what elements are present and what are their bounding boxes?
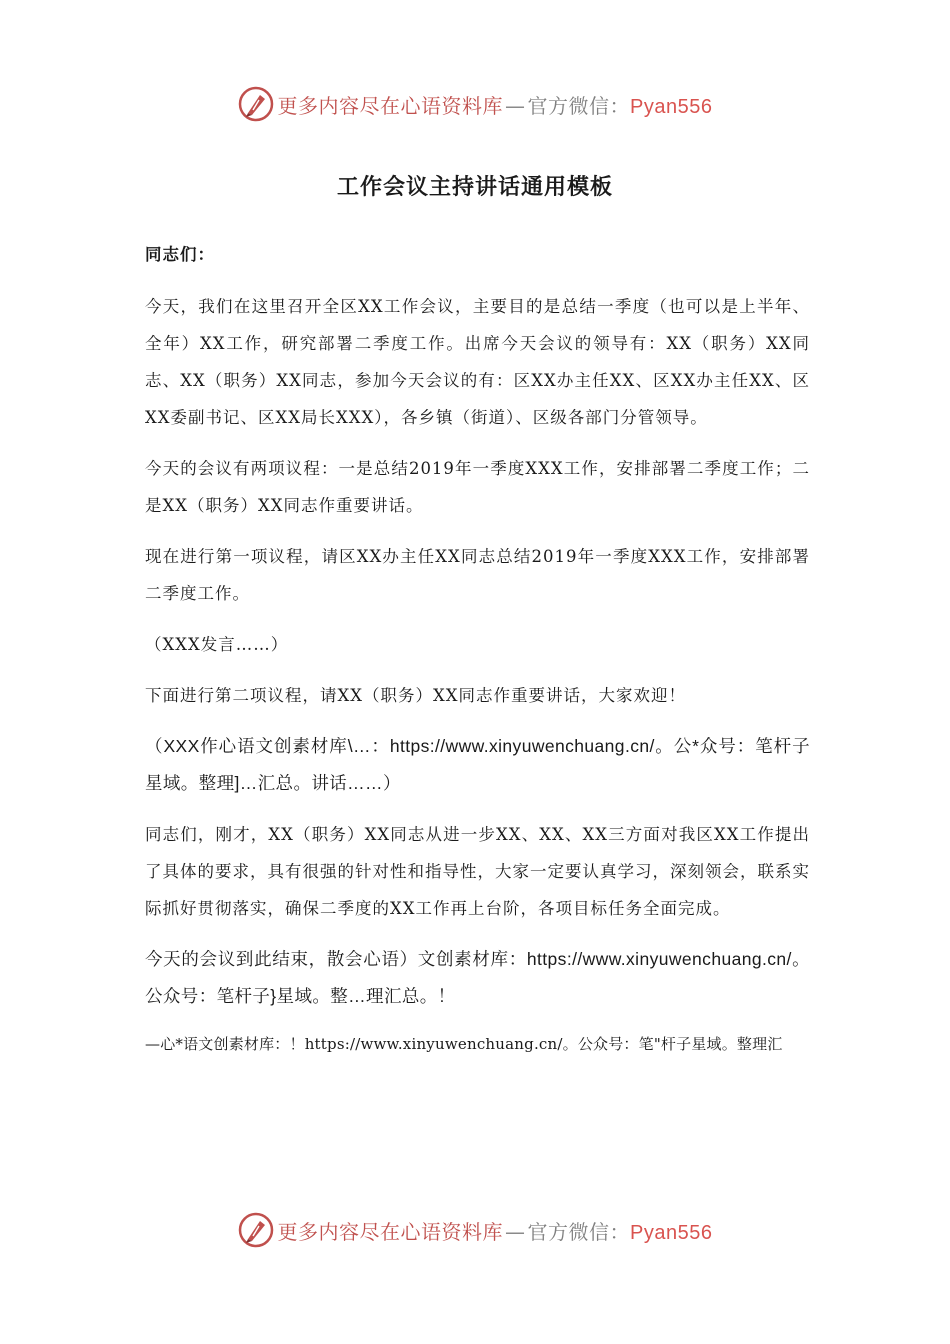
footer-banner (0, 1208, 950, 1252)
banner-tagline: 更多内容尽在心语资料库 (277, 93, 504, 118)
pen-nib-logo-icon (238, 86, 274, 122)
paragraph-summary: 同志们，刚才，XX（职务）XX同志从进一步XX、XX、XX三方面对我区XX工作提出了具体的要求，具有很强的针对性和指导性，大家一定要认真学习，深刻领会，联系实际抓好贯彻落实，确保二季度的XX工作再上台阶，各项目标任务全面完成。 (145, 825, 810, 918)
banner-tagline: 更多内容尽在心语资料库 (277, 1219, 504, 1244)
banner-separator: — (505, 93, 526, 118)
banner-official: 官方微信： (527, 93, 631, 118)
banner-official: 官方微信： (527, 1219, 631, 1244)
paragraph-second-item: 下面进行第二项议程，请XX（职务）XX同志作重要讲话，大家欢迎！ (145, 686, 686, 705)
paragraph-speech-note-2: （XXX作心语文创素材库\…：https://www.xinyuwenchuang.cn/。公*众号：笔杆子星域。整理]…汇总。讲话……） (145, 736, 810, 793)
paragraph-first-item: 现在进行第一项议程，请区XX办主任XX同志总结2019年一季度XXX工作，安排部署二季度工作。 (145, 547, 810, 603)
banner-text (278, 1216, 713, 1245)
greeting: 同志们： (145, 245, 215, 264)
document-body (145, 238, 810, 1073)
banner-text (278, 90, 713, 119)
banner-wechat-id: Pyan556 (630, 95, 713, 118)
document-title: 工作会议主持讲话通用模板 (336, 174, 613, 200)
paragraph-footer-note: —心*语文创素材库：！https://www.xinyuwenchuang.cn/。公众号：笔"杆子星域。整理汇 (145, 1035, 783, 1053)
paragraph-closing: 今天的会议到此结束，散会心语）文创素材库：https://www.xinyuwenchuang.cn/。公众号：笔杆子}星域。整…理汇总。！ (145, 949, 810, 1006)
pen-nib-logo-icon (238, 1212, 274, 1248)
paragraph-speech-note: （XXX发言……） (145, 635, 289, 654)
header-banner (0, 82, 950, 126)
paragraph-opening: 今天，我们在这里召开全区XX工作会议，主要目的是总结一季度（也可以是上半年、全年）XX工作，研究部署二季度工作。出席今天会议的领导有：XX（职务）XX同志、XX（职务）XX同志，参加今天会议的有：区XX办主任XX、区XX办主任XX、区XX委副书记、区XX局长XXX），各乡镇（街道）、区级各部门分管领导。 (145, 297, 810, 427)
paragraph-agenda: 今天的会议有两项议程：一是总结2019年一季度XXX工作，安排部署二季度工作；二是XX（职务）XX同志作重要讲话。 (145, 459, 810, 515)
banner-separator: — (505, 1219, 526, 1244)
banner-wechat-id: Pyan556 (630, 1221, 713, 1244)
